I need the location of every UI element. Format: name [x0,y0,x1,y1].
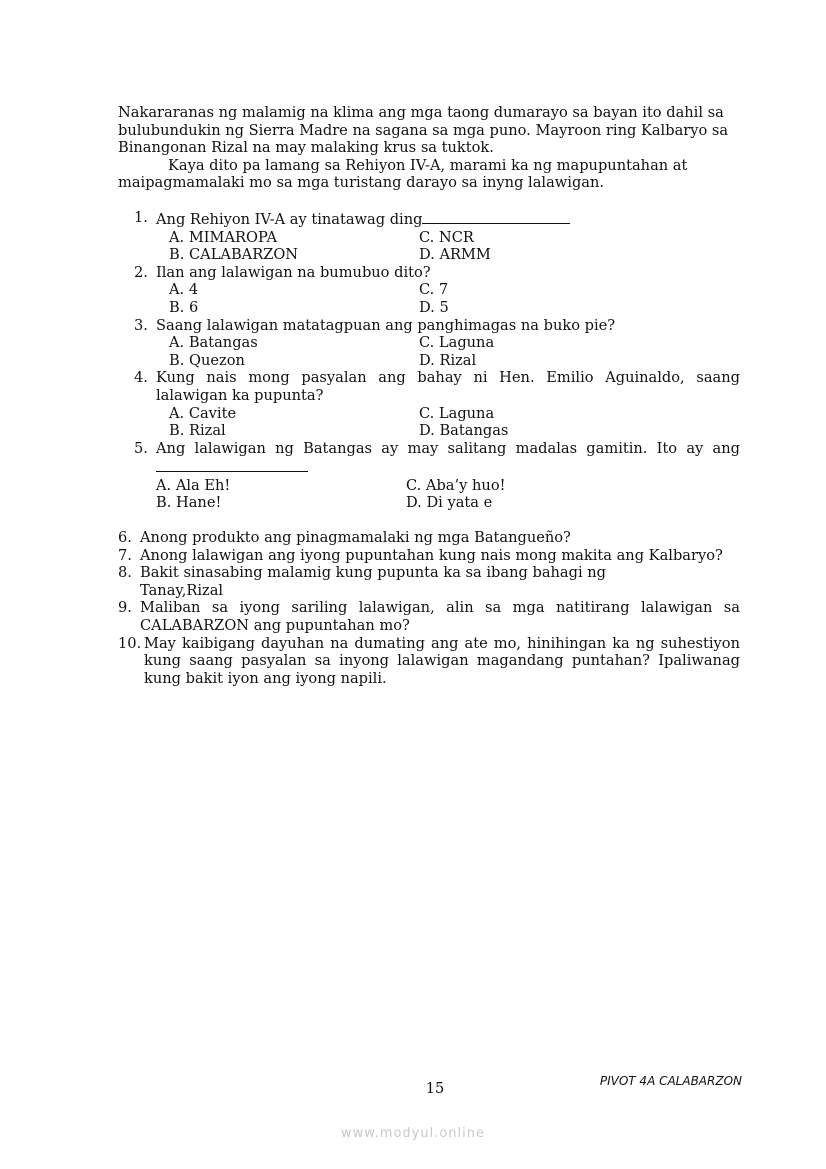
option: C. Aba’y huo! [406,476,506,494]
question-number: 10. [118,634,142,652]
options-1 [118,229,740,264]
options-4 [118,405,740,440]
question-text: Anong produkto ang pinagmamalaki ng mga Batangueño? [140,529,571,547]
question-number: 8. [118,564,132,582]
question-number: 1. [134,208,148,226]
options-5 [118,477,740,512]
question-number: 6. [118,529,132,547]
option: B. CALABARZON [169,246,299,264]
question-text: Saang lalawigan matatagpuan ang panghimagas na buko pie? [156,316,616,334]
option: B. Quezon [169,351,245,369]
question-5 [118,440,740,477]
option: A. Cavite [169,404,237,422]
answer-blank[interactable] [156,457,308,472]
page-number: 15 [425,1080,445,1097]
option: C. Laguna [419,334,495,352]
question-text: Bakit sinasabing malamig kung pupunta ka sa ibang bahagi ng Tanay,Rizal [140,564,607,599]
option: B. Rizal [169,422,226,440]
watermark: www.modyul.online [340,1126,486,1141]
option: D. 5 [419,298,449,316]
question-8 [118,564,740,599]
option: A. 4 [169,281,199,299]
option: D. Di yata e [406,494,493,512]
option: C. NCR [419,228,474,246]
question-number: 3. [134,316,148,334]
question-10 [118,635,740,688]
option: D. ARMM [419,246,491,264]
question-number: 5. [134,439,148,457]
question-2 [118,264,740,282]
option: C. 7 [419,281,449,299]
intro-paragraph-2: Kaya dito pa lamang sa Rehiyon IV-A, marami ka ng mapupuntahan at maipagmamalaki mo sa mga turistang darayo sa inyng lalawigan. [118,156,688,192]
option: D. Batangas [419,422,509,440]
option: A. Ala Eh! [156,476,231,494]
option: B. Hane! [156,494,222,512]
option: B. 6 [169,298,199,316]
options-2 [118,281,740,316]
question-text: Anong lalawigan ang iyong pupuntahan kung nais mong makita ang Kalbaryo? [140,546,723,564]
question-text: Maliban sa iyong sariling lalawigan, alin sa mga natitirang lalawigan sa CALABARZON ang pupuntahan mo? [140,599,740,635]
question-3 [118,317,740,335]
multiple-choice-section [118,209,740,512]
option: A. Batangas [169,334,258,352]
question-text: May kaibigang dayuhan na dumating ang ate mo, hinihingan ka ng suhestiyon kung saang pasyalan sa inyong lalawigan magandang puntahan? Ipaliwanag kung bakit iyon ang iyong napili. [144,634,740,687]
question-4 [118,369,740,404]
question-9 [118,599,740,634]
question-text: Ilan ang lalawigan na bumubuo dito? [156,263,431,281]
question-text: Ang lalawigan ng Batangas ay may salitang madalas gamitin. Ito ay ang [156,439,740,457]
question-7 [118,547,740,565]
intro-paragraph-1: Nakararanas ng malamig na klima ang mga taong dumarayo sa bayan ito dahil sa bulubundukin ng Sierra Madre na sagana sa mga puno. Mayroon ring Kalbaryo sa Binangonan Rizal na may malaking krus sa tuktok. [118,104,729,157]
open-ended-section [118,529,740,687]
question-text: Kung nais mong pasyalan ang bahay ni Hen. Emilio Aguinaldo, saang lalawigan ka pupunta? [156,369,740,404]
intro-text [118,104,740,192]
option: D. Rizal [419,351,477,369]
question-number: 4. [134,369,148,387]
option: A. MIMAROPA [169,228,277,246]
question-number: 9. [118,599,132,617]
question-number: 7. [118,546,132,564]
question-1 [118,209,740,229]
question-number: 2. [134,263,148,281]
options-3 [118,334,740,369]
option: C. Laguna [419,404,495,422]
answer-blank[interactable] [422,209,570,224]
question-text: Ang Rehiyon IV-A ay tinatawag ding [156,210,423,228]
worksheet-content [118,104,740,687]
question-6 [118,529,740,547]
footer-brand: PIVOT 4A CALABARZON [599,1074,742,1088]
